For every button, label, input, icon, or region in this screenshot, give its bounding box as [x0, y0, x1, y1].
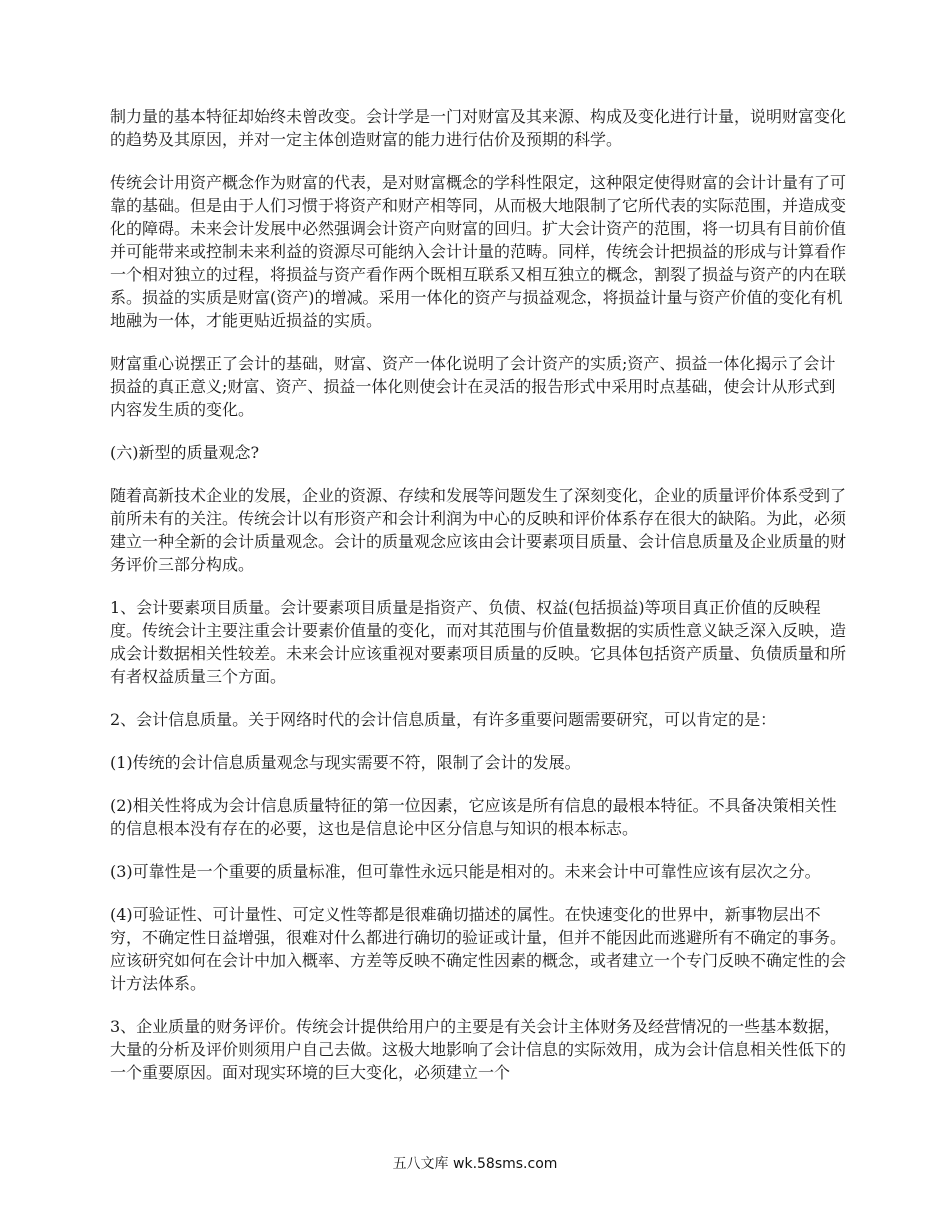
- document-body: [110, 105, 850, 1104]
- paragraph-8: (1)传统的会计信息质量观念与现实需要不符，限制了会计的发展。: [110, 753, 581, 772]
- footer-watermark: 五八文库 wk.58sms.com: [392, 1156, 558, 1172]
- paragraph-2: 传统会计用资产概念作为财富的代表，是对财富概念的学科性限定，这种限定使得财富的会计计量有了可靠的基础。但是由于人们习惯于将资产和财产相等同，从而极大地限制了它所代表的实际范围，并造成变化的障碍。未来会计发展中必然强调会计资产向财富的回归。扩大会计资产的范围，将一切具有目前价值并可能带来或控制未来利益的资源尽可能纳入会计计量的范畴。同样，传统会计把损益的形成与计算看作一个相对独立的过程，将损益与资产看作两个既相互联系又相互独立的概念，割裂了损益与资产的内在联系。损益的实质是财富(资产)的增减。采用一体化的资产与损益观念，将损益计量与资产价值的变化有机地融为一体，才能更贴近损益的实质。: [110, 173, 847, 330]
- section-heading: (六)新型的质量观念?: [110, 443, 260, 462]
- paragraph-10: (3)可靠性是一个重要的质量标准，但可靠性永远只能是相对的。未来会计中可靠性应该有层次之分。: [110, 862, 821, 881]
- paragraph-1: 制力量的基本特征却始终未曾改变。会计学是一门对财富及其来源、构成及变化进行计量，说明财富变化的趋势及其原因，并对一定主体创造财富的能力进行估价及预期的科学。: [110, 107, 847, 149]
- paragraph-11: (4)可验证性、可计量性、可定义性等都是很难确切描述的属性。在快速变化的世界中，新事物层出不穷，不确定性日益增强，很难对什么都进行确切的验证或计量，但并不能因此而逃避所有不确定的事务。应该研究如何在会计中加入概率、方差等反映不确定性因素的概念，或者建立一个专门反映不确定性的会计方法体系。: [110, 905, 847, 993]
- paragraph-3: 财富重心说摆正了会计的基础，财富、资产一体化说明了会计资产的实质;资产、损益一体化揭示了会计损益的真正意义;财富、资产、损益一体化则使会计在灵活的报告形式中采用时点基础，使会计从形式到内容发生质的变化。: [110, 354, 836, 419]
- paragraph-5: 随着高新技术企业的发展，企业的资源、存续和发展等问题发生了深刻变化，企业的质量评价体系受到了前所未有的关注。传统会计以有形资产和会计利润为中心的反映和评价体系存在很大的缺陷。为此，必须建立一种全新的会计质量观念。会计的质量观念应该由会计要素项目质量、会计信息质量及企业质量的财务评价三部分构成。: [110, 486, 847, 574]
- paragraph-9: (2)相关性将成为会计信息质量特征的第一位因素，它应该是所有信息的最根本特征。不具备决策相关性的信息根本没有存在的必要，这也是信息论中区分信息与知识的根本标志。: [110, 796, 837, 838]
- paragraph-7: 2、会计信息质量。关于网络时代的会计信息质量，有许多重要问题需要研究，可以肯定的是：: [110, 710, 777, 729]
- paragraph-12: 3、企业质量的财务评价。传统会计提供给用户的主要是有关会计主体财务及经营情况的一些基本数据，大量的分析及评价则须用户自己去做。这极大地影响了会计信息的实际效用，成为会计信息相关性低下的一个重要原因。面对现实环境的巨大变化，必须建立一个: [110, 1017, 847, 1082]
- paragraph-6: 1、会计要素项目质量。会计要素项目质量是指资产、负债、权益(包括损益)等项目真正价值的反映程度。传统会计主要注重会计要素价值量的变化，而对其范围与价值量数据的实质性意义缺乏深入反映，造成会计数据相关性较差。未来会计应该重视对要素项目质量的反映。它具体包括资产质量、负债质量和所有者权益质量三个方面。: [110, 598, 847, 686]
